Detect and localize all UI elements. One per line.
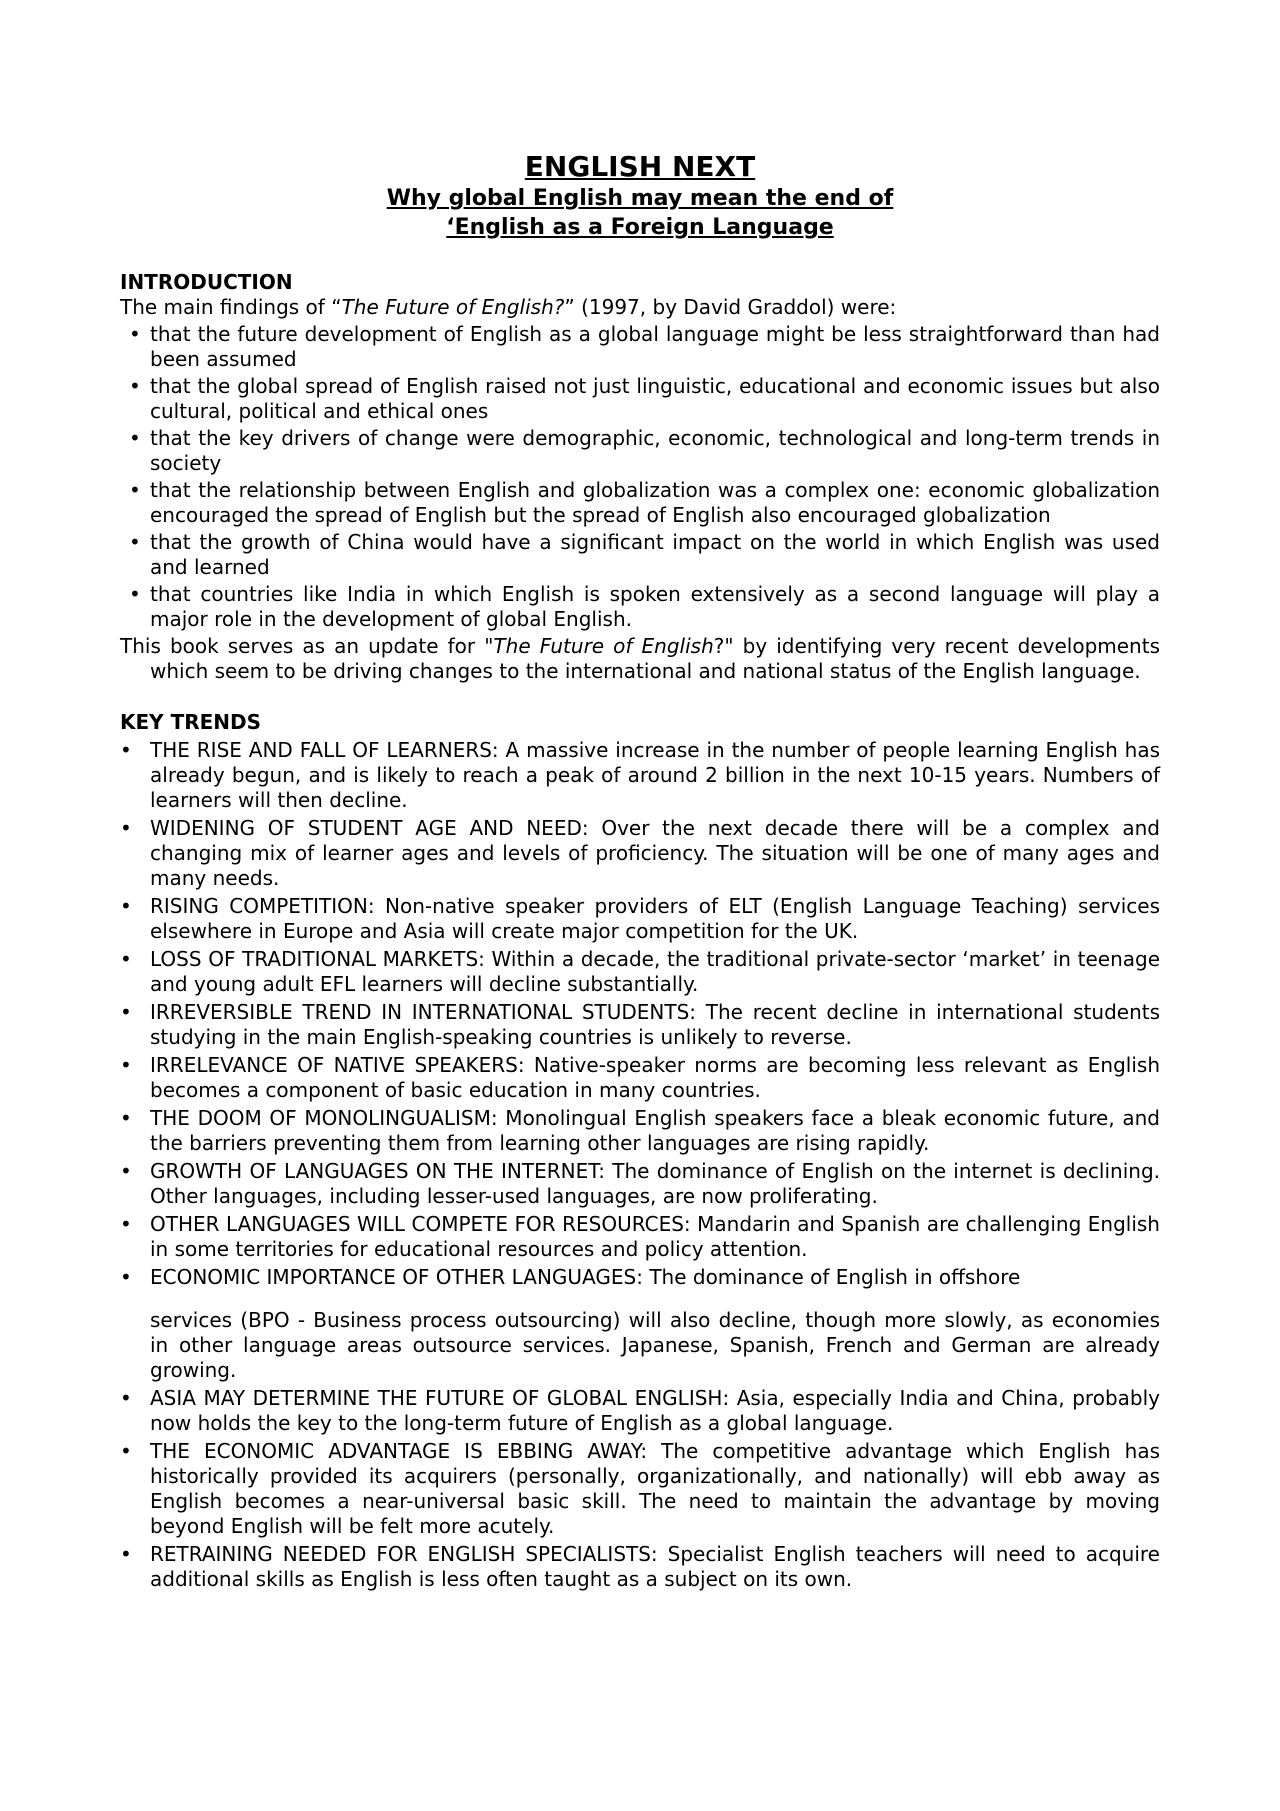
bullet-icon: • [129,426,141,450]
finding-text: that the growth of China would have a significant impact on the world in which English was used and learned [150,530,1160,579]
list-item [120,816,1160,891]
list-item [120,478,1160,528]
trends-list [120,738,1160,1592]
trend-text-economic-line-1: ECONOMIC IMPORTANCE OF OTHER LANGUAGES: The dominance of English in offshore [150,1265,1021,1289]
bullet-icon: • [120,1053,132,1077]
trend-text: WIDENING OF STUDENT AGE AND NEED: Over the next decade there will be a complex and changing mix of learner ages and levels of proficiency. The situation will be one of many ages and many needs. [150,816,1160,890]
trend-text: IRRELEVANCE OF NATIVE SPEAKERS: Native-speaker norms are becoming less relevant as English becomes a component of basic education in many countries. [150,1053,1160,1102]
list-item [120,738,1160,813]
list-item [120,1542,1160,1592]
trend-text: OTHER LANGUAGES WILL COMPETE FOR RESOURCES: Mandarin and Spanish are challenging English in some territories for educational resources and policy attention. [150,1212,1160,1261]
document-subtitle-line-2: ‘English as a Foreign Language [446,215,834,240]
list-item [120,1106,1160,1156]
lead-text-post: ” (1997, by David Graddol) were: [564,295,897,319]
trend-text: THE DOOM OF MONOLINGUALISM: Monolingual English speakers face a bleak economic future, and the barriers preventing them from learning other languages are rising rapidly. [150,1106,1160,1155]
introduction-heading: INTRODUCTION [120,270,293,294]
finding-text: that the global spread of English raised not just linguistic, educational and economic issues but also cultural, political and ethical ones [150,374,1160,423]
bullet-icon: • [120,1159,132,1183]
lead-book-title: The Future of English? [341,295,565,319]
bullet-icon: • [129,582,141,606]
key-trends-section [120,710,1160,1592]
list-item [120,1159,1160,1209]
finding-text: that countries like India in which English is spoken extensively as a second language will play a major role in the development of global English. [150,582,1160,631]
document-title: ENGLISH NEXT [524,150,756,183]
introduction-closing [120,634,1160,684]
closing-book-title: The Future of English [493,634,714,658]
document-body [120,150,1160,1595]
document-subtitle-line-1: Why global English may mean the end of [386,186,894,211]
key-trends-heading: KEY TRENDS [120,710,262,734]
trend-text: GROWTH OF LANGUAGES ON THE INTERNET: The dominance of English on the internet is declining. Other languages, including lesser-used languages, are now proliferating. [150,1159,1160,1208]
bullet-icon: • [120,894,132,918]
findings-list [120,322,1160,632]
list-item [120,374,1160,424]
list-item [120,1439,1160,1539]
introduction-lead [120,295,1160,320]
line-gap [150,1290,1160,1308]
closing-text-post: ?" by identifying very recent developments which seem to be driving changes to the international and national status of the English language. [150,634,1160,683]
list-item [120,426,1160,476]
bullet-icon: • [120,1265,132,1289]
trend-text: RISING COMPETITION: Non-native speaker providers of ELT (English Language Teaching) services elsewhere in Europe and Asia will create major competition for the UK. [150,894,1160,943]
trend-text: LOSS OF TRADITIONAL MARKETS: Within a decade, the traditional private-sector ‘market’ in teenage and young adult EFL learners will decline substantially. [150,947,1160,996]
bullet-icon: • [120,947,132,971]
bullet-icon: • [120,1212,132,1236]
bullet-icon: • [120,1000,132,1024]
list-item [120,1212,1160,1262]
list-item [120,1053,1160,1103]
finding-text: that the key drivers of change were demographic, economic, technological and long-term trends in society [150,426,1160,475]
bullet-icon: • [120,1439,132,1463]
introduction-section [120,270,1160,684]
list-item [120,894,1160,944]
trend-text: IRREVERSIBLE TREND IN INTERNATIONAL STUDENTS: The recent decline in international students studying in the main English-speaking countries is unlikely to reverse. [150,1000,1160,1049]
finding-text: that the relationship between English and globalization was a complex one: economic globalization encouraged the spread of English but the spread of English also encouraged globalization [150,478,1160,527]
list-item [120,1386,1160,1436]
bullet-icon: • [120,1386,132,1410]
bullet-icon: • [129,374,141,398]
bullet-icon: • [120,738,132,762]
list-item [120,1265,1160,1383]
bullet-icon: • [120,1106,132,1130]
trend-text: THE ECONOMIC ADVANTAGE IS EBBING AWAY: The competitive advantage which English has historically provided its acquirers (personally, organizationally, and nationally) will ebb away as English becomes a near-universal basic skill. The need to maintain the advantage by moving beyond English will be felt more acutely. [150,1439,1160,1538]
trend-text: THE RISE AND FALL OF LEARNERS: A massive increase in the number of people learning English has already begun, and is likely to reach a peak of around 2 billion in the next 10-15 years. Numbers of learners will then decline. [150,738,1160,812]
trend-text-economic-line-2: services (BPO - Business process outsourcing) will also decline, though more slowly, as economies in other language areas outsource services. Japanese, Spanish, French and German are already growing. [150,1308,1160,1382]
lead-text-pre: The main findings of “ [120,295,342,319]
list-item [120,322,1160,372]
bullet-icon: • [129,322,141,346]
list-item [120,1000,1160,1050]
bullet-icon: • [129,478,141,502]
closing-text-pre: This book serves as an update for " [120,634,494,658]
bullet-icon: • [120,816,132,840]
list-item [120,530,1160,580]
title-block [120,150,1160,242]
list-item [120,947,1160,997]
list-item [120,582,1160,632]
bullet-icon: • [129,530,141,554]
trend-text: RETRAINING NEEDED FOR ENGLISH SPECIALISTS: Specialist English teachers will need to acquire additional skills as English is less often taught as a subject on its own. [150,1542,1160,1591]
finding-text: that the future development of English as a global language might be less straightforward than had been assumed [150,322,1160,371]
bullet-icon: • [120,1542,132,1566]
trend-text: ASIA MAY DETERMINE THE FUTURE OF GLOBAL ENGLISH: Asia, especially India and China, probably now holds the key to the long-term future of English as a global language. [150,1386,1160,1435]
